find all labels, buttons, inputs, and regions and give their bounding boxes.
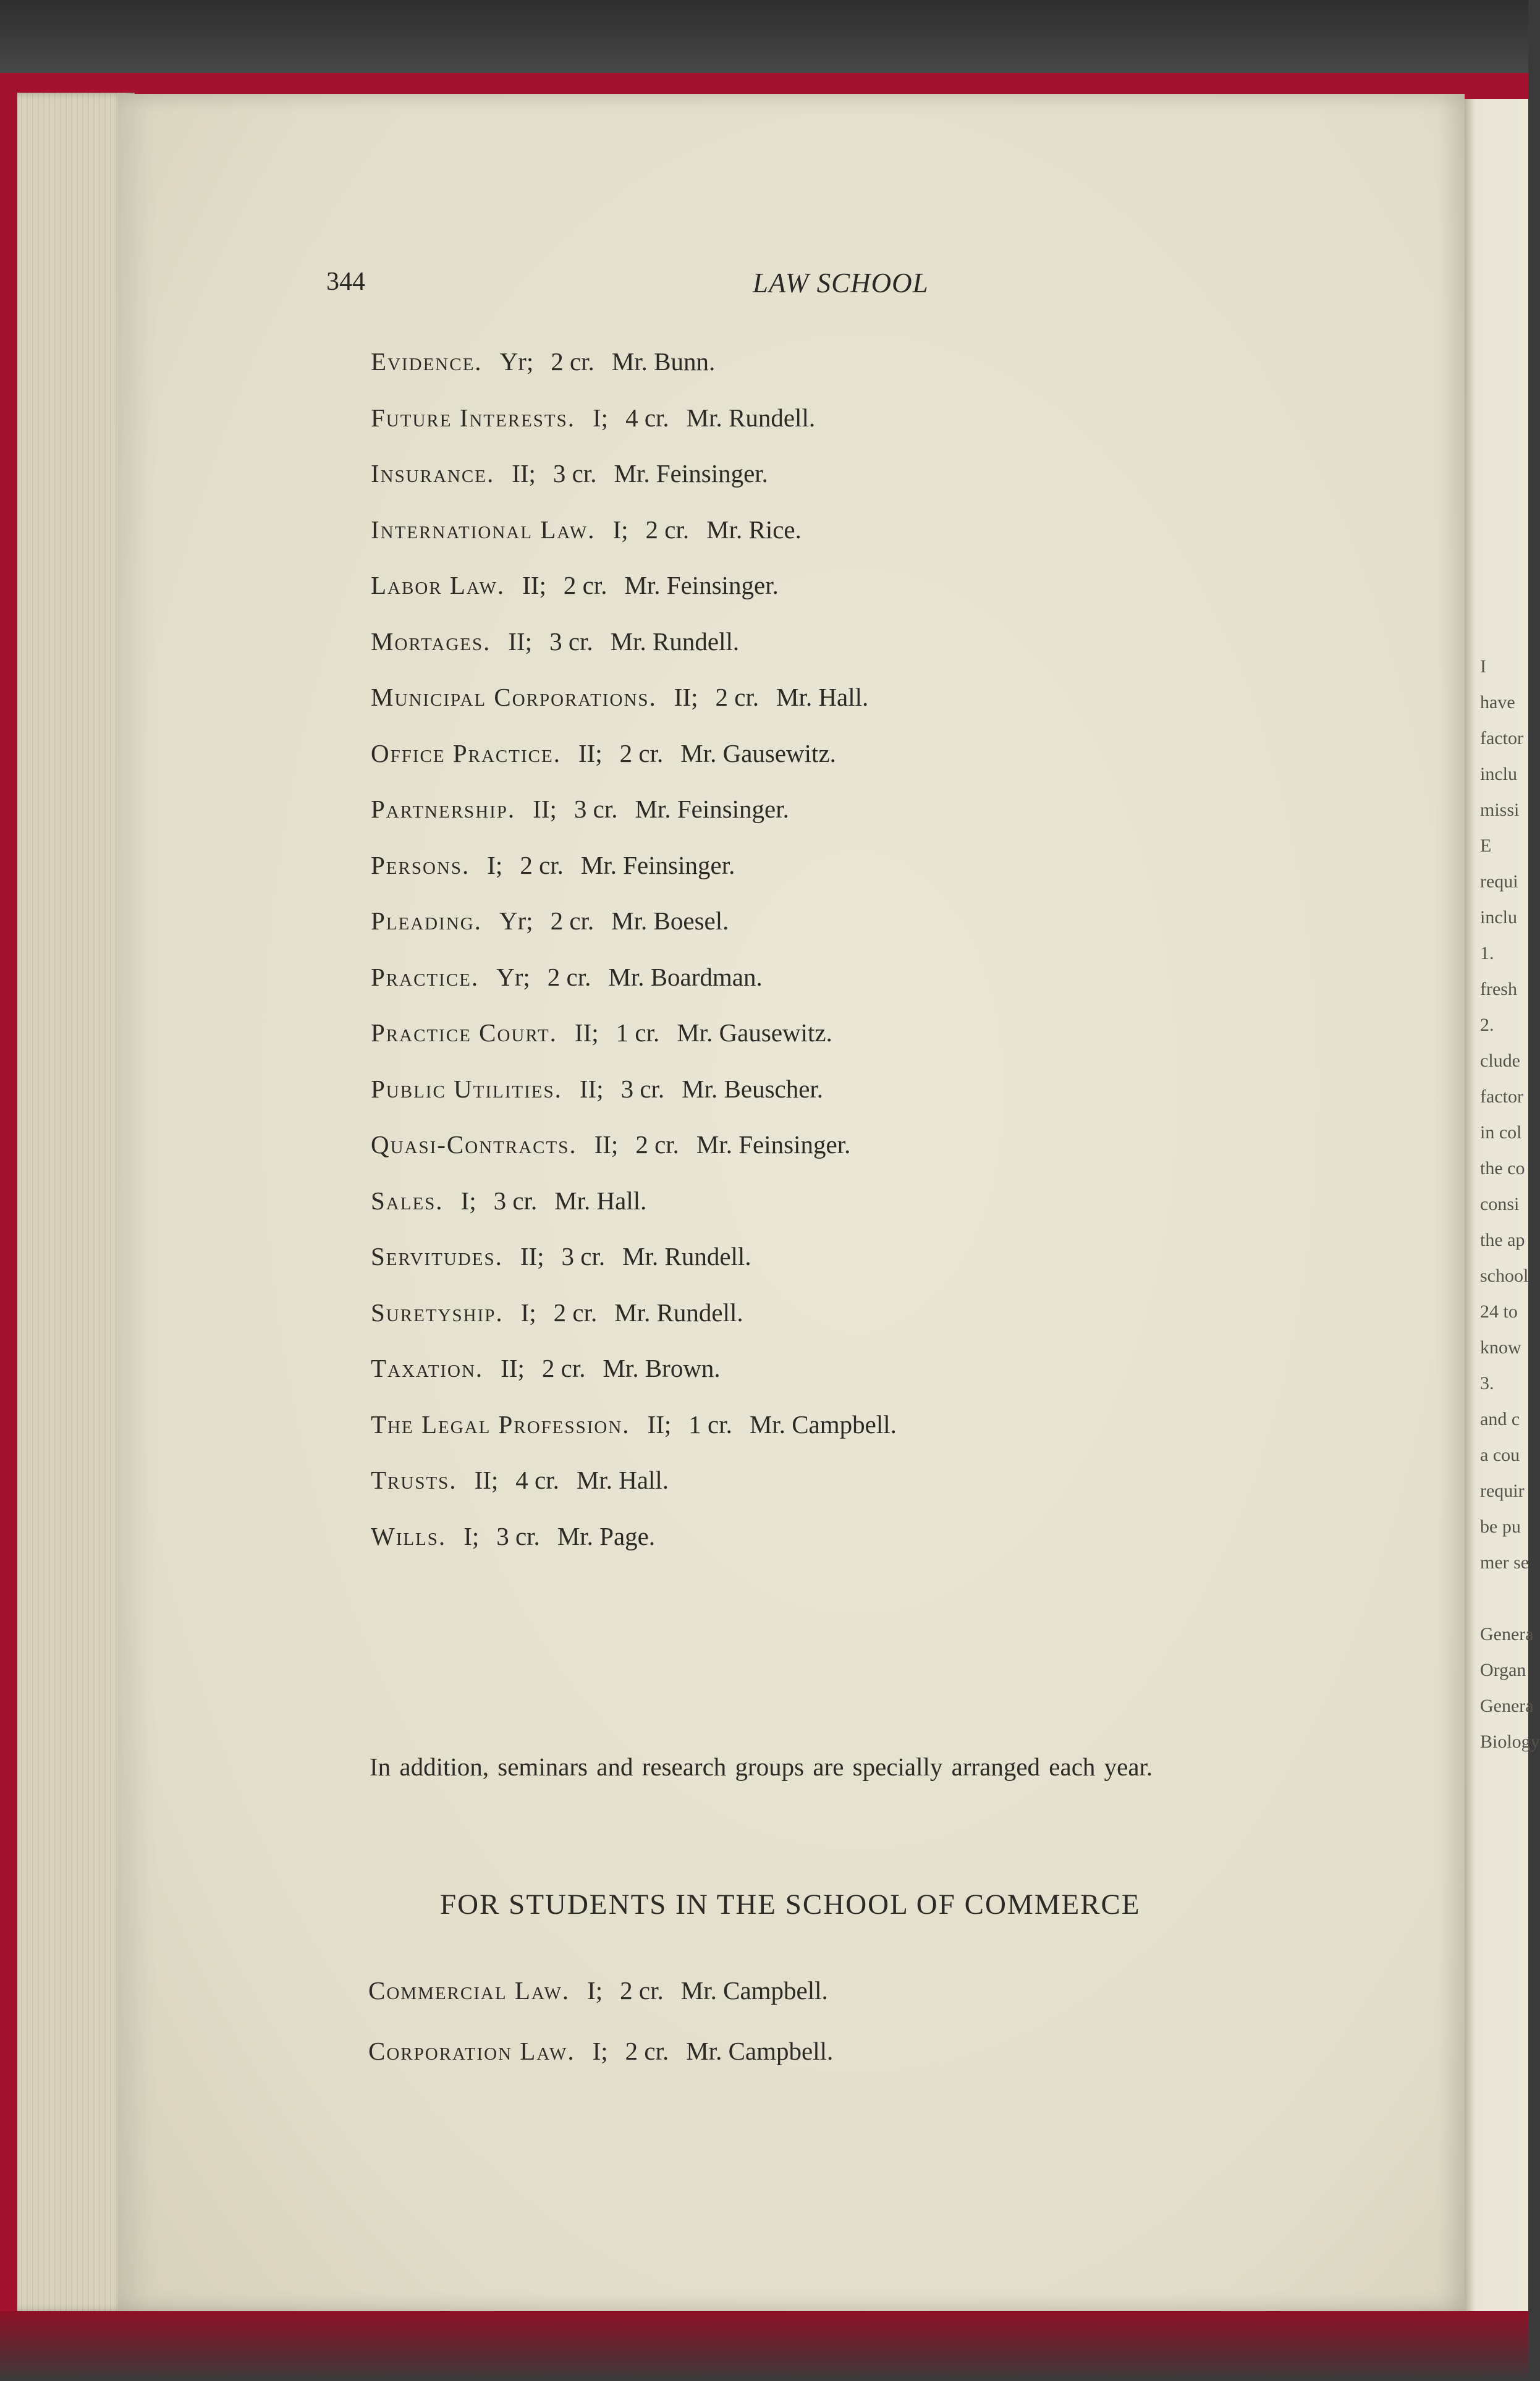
course-entry [371, 1508, 1421, 1565]
course-instructor: Mr. Hall. [576, 1466, 669, 1494]
course-credits: 4 cr. [625, 403, 669, 432]
seminar-note: In addition, seminars and research groups are specially arranged each year. [370, 1753, 1153, 1781]
course-instructor: Mr. Brown. [603, 1354, 721, 1382]
course-instructor: Mr. Boesel. [611, 907, 729, 935]
facing-page-fragment: factor [1480, 728, 1523, 748]
course-credits: 2 cr. [563, 571, 607, 599]
course-credits: 3 cr. [620, 1074, 665, 1103]
course-instructor: Mr. Boardman. [608, 962, 763, 991]
facing-page-fragment: factor [1480, 1086, 1523, 1107]
facing-page-fragment: requir [1480, 1481, 1525, 1501]
course-entry [371, 781, 1421, 837]
course-term: II; [533, 795, 557, 823]
course-credits: 2 cr. [553, 1298, 598, 1327]
course-term: I; [520, 1298, 536, 1327]
course-entry [371, 893, 1421, 949]
facing-page-fragment: E [1480, 835, 1492, 856]
course-credits: 2 cr. [541, 1354, 586, 1382]
course-credits: 2 cr. [645, 515, 690, 544]
facing-page-fragment: a cou [1480, 1445, 1520, 1465]
course-title: Practice. [371, 962, 480, 991]
course-title: Corporation Law. [368, 2037, 575, 2065]
course-title: Office Practice. [371, 738, 561, 768]
facing-page-fragment: 24 to [1480, 1301, 1518, 1322]
facing-page-fragment [1480, 1581, 1523, 1617]
facing-page-fragment: Biology [1480, 1732, 1540, 1752]
course-entry [368, 2021, 1419, 2081]
course-entry [371, 1340, 1421, 1397]
course-title: Insurance. [371, 459, 495, 488]
course-credits: 2 cr. [520, 850, 564, 879]
course-credits: 3 cr. [549, 627, 593, 656]
course-entry [371, 390, 1421, 446]
course-instructor: Mr. Hall. [776, 683, 869, 711]
course-term: II; [522, 571, 546, 599]
course-credits: 2 cr. [547, 962, 591, 991]
facing-page-fragment: inclu [1480, 907, 1517, 928]
course-title: The Legal Profession. [371, 1410, 630, 1439]
course-entry [371, 1397, 1421, 1453]
course-term: I; [612, 515, 628, 544]
facing-page-fragment: in col [1480, 1122, 1522, 1143]
course-title: Partnership. [371, 795, 516, 823]
page-number: 344 [326, 268, 365, 296]
course-credits: 3 cr. [493, 1186, 538, 1215]
course-term: Yr; [499, 907, 533, 935]
course-entry [371, 725, 1421, 782]
course-term: I; [593, 403, 609, 432]
course-title: Commercial Law. [368, 1976, 570, 2005]
course-term: II; [508, 627, 533, 656]
course-instructor: Mr. Rundell. [614, 1298, 743, 1327]
course-term: I; [460, 1186, 476, 1215]
facing-page-fragment: 1. [1480, 943, 1494, 963]
course-title: Evidence. [371, 347, 483, 376]
course-term: II; [674, 683, 698, 711]
course-entry [371, 1229, 1421, 1285]
course-title: Practice Court. [371, 1018, 557, 1047]
course-term: II; [578, 738, 603, 768]
course-entry [371, 1285, 1421, 1341]
course-term: I; [587, 1976, 603, 2005]
course-instructor: Mr. Feinsinger. [635, 795, 789, 823]
course-instructor: Mr. Gausewitz. [677, 1018, 832, 1047]
course-instructor: Mr. Bunn. [611, 347, 716, 376]
course-instructor: Mr. Feinsinger. [624, 571, 779, 599]
course-title: Persons. [371, 850, 470, 879]
course-term: II; [520, 1242, 544, 1271]
backdrop [0, 0, 1528, 80]
course-term: I; [463, 1521, 480, 1550]
course-entry [371, 1005, 1421, 1061]
course-credits: 3 cr. [496, 1521, 540, 1550]
course-title: International Law. [371, 515, 596, 544]
course-instructor: Mr. Beuscher. [682, 1074, 824, 1103]
course-title: Labor Law. [371, 571, 506, 599]
course-entry [371, 1061, 1421, 1117]
course-title: Quasi-Contracts. [371, 1130, 577, 1159]
course-list [371, 334, 1421, 1564]
commerce-section-heading: FOR STUDENTS IN THE SCHOOL OF COMMERCE [440, 1888, 1141, 1921]
course-entry [371, 334, 1421, 390]
facing-page-fragment: have [1480, 692, 1515, 713]
facing-page-fragment: 2. [1480, 1015, 1494, 1035]
course-title: Sales. [371, 1186, 444, 1215]
course-instructor: Mr. Rundell. [622, 1242, 751, 1271]
course-entry [371, 949, 1421, 1005]
course-term: II; [579, 1074, 604, 1103]
course-instructor: Mr. Rundell. [686, 403, 816, 432]
course-credits: 4 cr. [515, 1466, 559, 1494]
course-entry [371, 669, 1421, 725]
course-term: I; [592, 2037, 608, 2065]
facing-page-fragment: I [1480, 656, 1486, 677]
facing-page-fragment: 3. [1480, 1373, 1494, 1393]
course-instructor: Mr. Feinsinger. [696, 1130, 851, 1159]
course-title: Municipal Corporations. [371, 683, 657, 711]
course-instructor: Mr. Gausewitz. [680, 738, 836, 768]
facing-page-fragment: mer se [1480, 1552, 1529, 1573]
course-title: Trusts. [371, 1466, 457, 1494]
facing-page-fragment: know [1480, 1337, 1521, 1358]
course-instructor: Mr. Feinsinger. [580, 850, 735, 879]
course-title: Servitudes. [371, 1242, 503, 1271]
course-credits: 2 cr. [635, 1130, 679, 1159]
facing-page-fragment: Genera [1480, 1624, 1534, 1644]
running-head [326, 267, 1315, 304]
facing-page-fragment: missi [1480, 800, 1520, 820]
course-credits: 2 cr. [551, 347, 594, 376]
course-term: II; [594, 1130, 619, 1159]
course-instructor: Mr. Rundell. [610, 627, 740, 656]
course-instructor: Mr. Hall. [554, 1186, 647, 1215]
course-entry [371, 1173, 1421, 1229]
course-instructor: Mr. Page. [557, 1521, 656, 1550]
course-title: Future Interests. [371, 403, 576, 432]
facing-page-fragment: Organ [1480, 1660, 1526, 1680]
course-credits: 2 cr. [620, 1976, 664, 2005]
facing-page-fragment: Genera [1480, 1696, 1534, 1716]
course-credits: 2 cr. [619, 738, 664, 768]
course-entry [371, 557, 1421, 614]
course-term: II; [501, 1354, 525, 1382]
course-entry [368, 1960, 1419, 2021]
course-entry [371, 446, 1421, 502]
facing-page-text [1480, 649, 1540, 1760]
course-credits: 1 cr. [688, 1410, 732, 1439]
facing-page-fragment: requi [1480, 871, 1518, 892]
facing-page-fragment: the ap [1480, 1230, 1525, 1250]
course-title: Mortages. [371, 627, 491, 656]
course-term: II; [574, 1018, 599, 1047]
course-credits: 2 cr. [625, 2037, 669, 2065]
course-title: Taxation. [371, 1354, 484, 1382]
course-credits: 3 cr. [573, 795, 618, 823]
course-credits: 3 cr. [561, 1242, 606, 1271]
course-title: Pleading. [371, 907, 482, 935]
course-instructor: Mr. Feinsinger. [614, 459, 768, 488]
course-title: Wills. [371, 1521, 447, 1550]
course-title: Suretyship. [371, 1298, 504, 1327]
course-term: II; [647, 1410, 672, 1439]
course-term: I; [487, 850, 503, 879]
course-title: Public Utilities. [371, 1074, 562, 1103]
facing-page-fragment: clude [1480, 1051, 1520, 1071]
facing-page-fragment: school [1480, 1266, 1529, 1286]
book-cover-bottom [0, 2311, 1528, 2381]
course-term: Yr; [496, 962, 530, 991]
facing-page-fragment: inclu [1480, 764, 1517, 784]
commerce-course-list [368, 1960, 1419, 2081]
course-credits: 1 cr. [616, 1018, 660, 1047]
course-instructor: Mr. Campbell. [686, 2037, 834, 2065]
course-entry [371, 837, 1421, 894]
facing-page-fragment: and c [1480, 1409, 1520, 1429]
facing-page-fragment: the co [1480, 1158, 1525, 1178]
course-instructor: Mr. Campbell. [680, 1976, 828, 2005]
facing-page-fragment: consi [1480, 1194, 1520, 1214]
course-term: II; [512, 459, 536, 488]
course-credits: 2 cr. [715, 683, 759, 711]
course-entry [371, 1452, 1421, 1508]
course-instructor: Mr. Rice. [706, 515, 802, 544]
course-instructor: Mr. Campbell. [749, 1410, 897, 1439]
course-credits: 3 cr. [552, 459, 597, 488]
running-title: LAW SCHOOL [753, 268, 929, 298]
course-entry [371, 502, 1421, 558]
course-term: Yr; [499, 347, 534, 376]
facing-page-fragment: fresh [1480, 979, 1517, 999]
course-credits: 2 cr. [550, 907, 594, 935]
course-term: II; [474, 1466, 499, 1494]
course-entry [371, 614, 1421, 670]
facing-page-fragment: be pu [1480, 1516, 1521, 1537]
course-entry [371, 1117, 1421, 1173]
